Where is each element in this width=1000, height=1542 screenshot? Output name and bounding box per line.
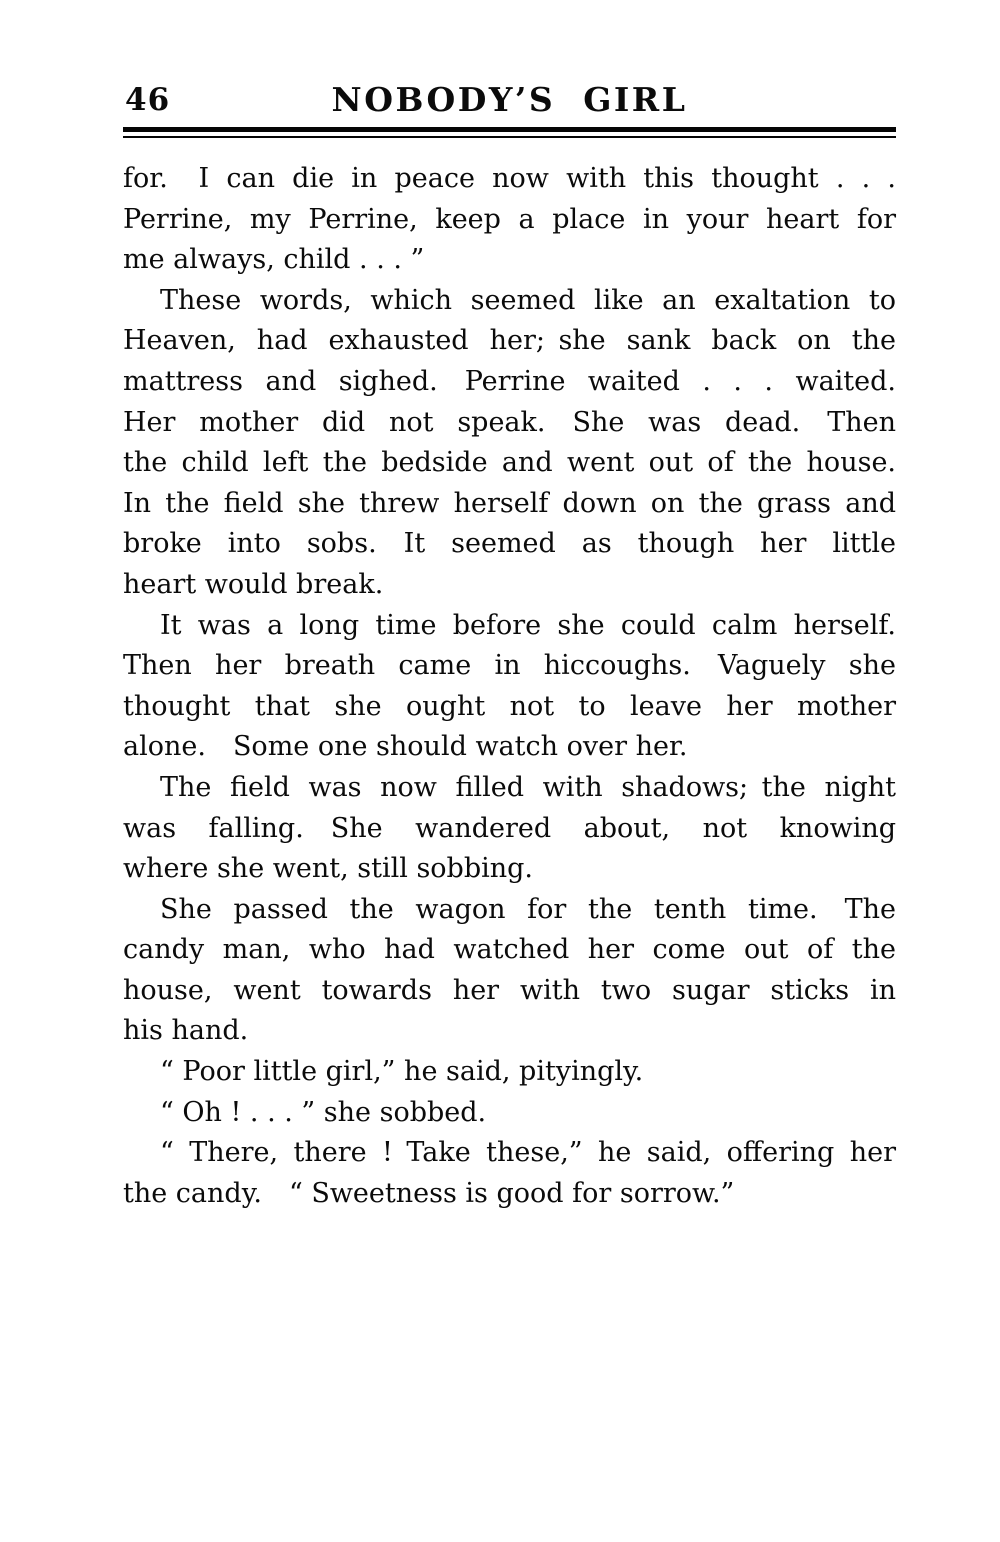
text-block xyxy=(123,159,896,1214)
text-line: She passed the wagon for the tenth time. The xyxy=(160,893,896,925)
text-line: “ Poor little girl,” he said, pityingly. xyxy=(160,1056,644,1088)
text-line: the child left the bedside and went out of the house. xyxy=(123,447,896,479)
text-line: candy man, who had watched her come out of the xyxy=(123,934,896,966)
text-line: house, went towards her with two sugar sticks in xyxy=(123,974,896,1006)
paragraph xyxy=(123,1093,896,1134)
paragraph xyxy=(123,606,896,768)
text-line: The field was now filled with shadows; the night xyxy=(160,771,896,803)
paragraph xyxy=(123,890,896,1052)
text-line: Then her breath came in hiccoughs. Vaguely she xyxy=(123,650,896,682)
paragraph xyxy=(123,768,896,890)
text-line: Her mother did not speak. She was dead. Then xyxy=(123,406,896,438)
text-line: where she went, still sobbing. xyxy=(123,853,534,885)
text-line: Perrine, my Perrine, keep a place in your heart for xyxy=(123,203,896,235)
text-line: me always, child . . . ” xyxy=(123,244,425,276)
paragraph xyxy=(123,1052,896,1093)
paragraph xyxy=(123,159,896,281)
text-line: was falling. She wandered about, not knowing xyxy=(123,812,896,844)
running-title: NOBODY’S GIRL xyxy=(331,80,688,119)
text-line: It was a long time before she could calm herself. xyxy=(160,609,896,641)
text-line: Heaven, had exhausted her; she sank back on the xyxy=(123,325,896,357)
text-line: “ There, there ! Take these,” he said, offering her xyxy=(160,1137,896,1169)
text-line: thought that she ought not to leave her mother xyxy=(123,690,896,722)
page-header xyxy=(123,80,896,124)
page-content xyxy=(123,80,896,1214)
text-line: heart would break. xyxy=(123,568,384,600)
paragraph xyxy=(123,281,896,606)
header-double-rule xyxy=(123,127,896,138)
text-line: These words, which seemed like an exaltation to xyxy=(160,284,896,316)
text-line: his hand. xyxy=(123,1015,249,1047)
text-line: “ Oh ! . . . ” she sobbed. xyxy=(160,1096,487,1128)
text-line: In the field she threw herself down on the grass and xyxy=(123,487,896,519)
text-line: the candy. “ Sweetness is good for sorrow.” xyxy=(123,1177,735,1209)
text-line: mattress and sighed. Perrine waited . . . waited. xyxy=(123,365,896,397)
paragraph xyxy=(123,1133,896,1214)
text-line: alone. Some one should watch over her. xyxy=(123,731,688,763)
text-line: for. I can die in peace now with this thought . . . xyxy=(123,163,896,194)
page-number: 46 xyxy=(125,82,171,118)
text-line: broke into sobs. It seemed as though her little xyxy=(123,528,896,560)
